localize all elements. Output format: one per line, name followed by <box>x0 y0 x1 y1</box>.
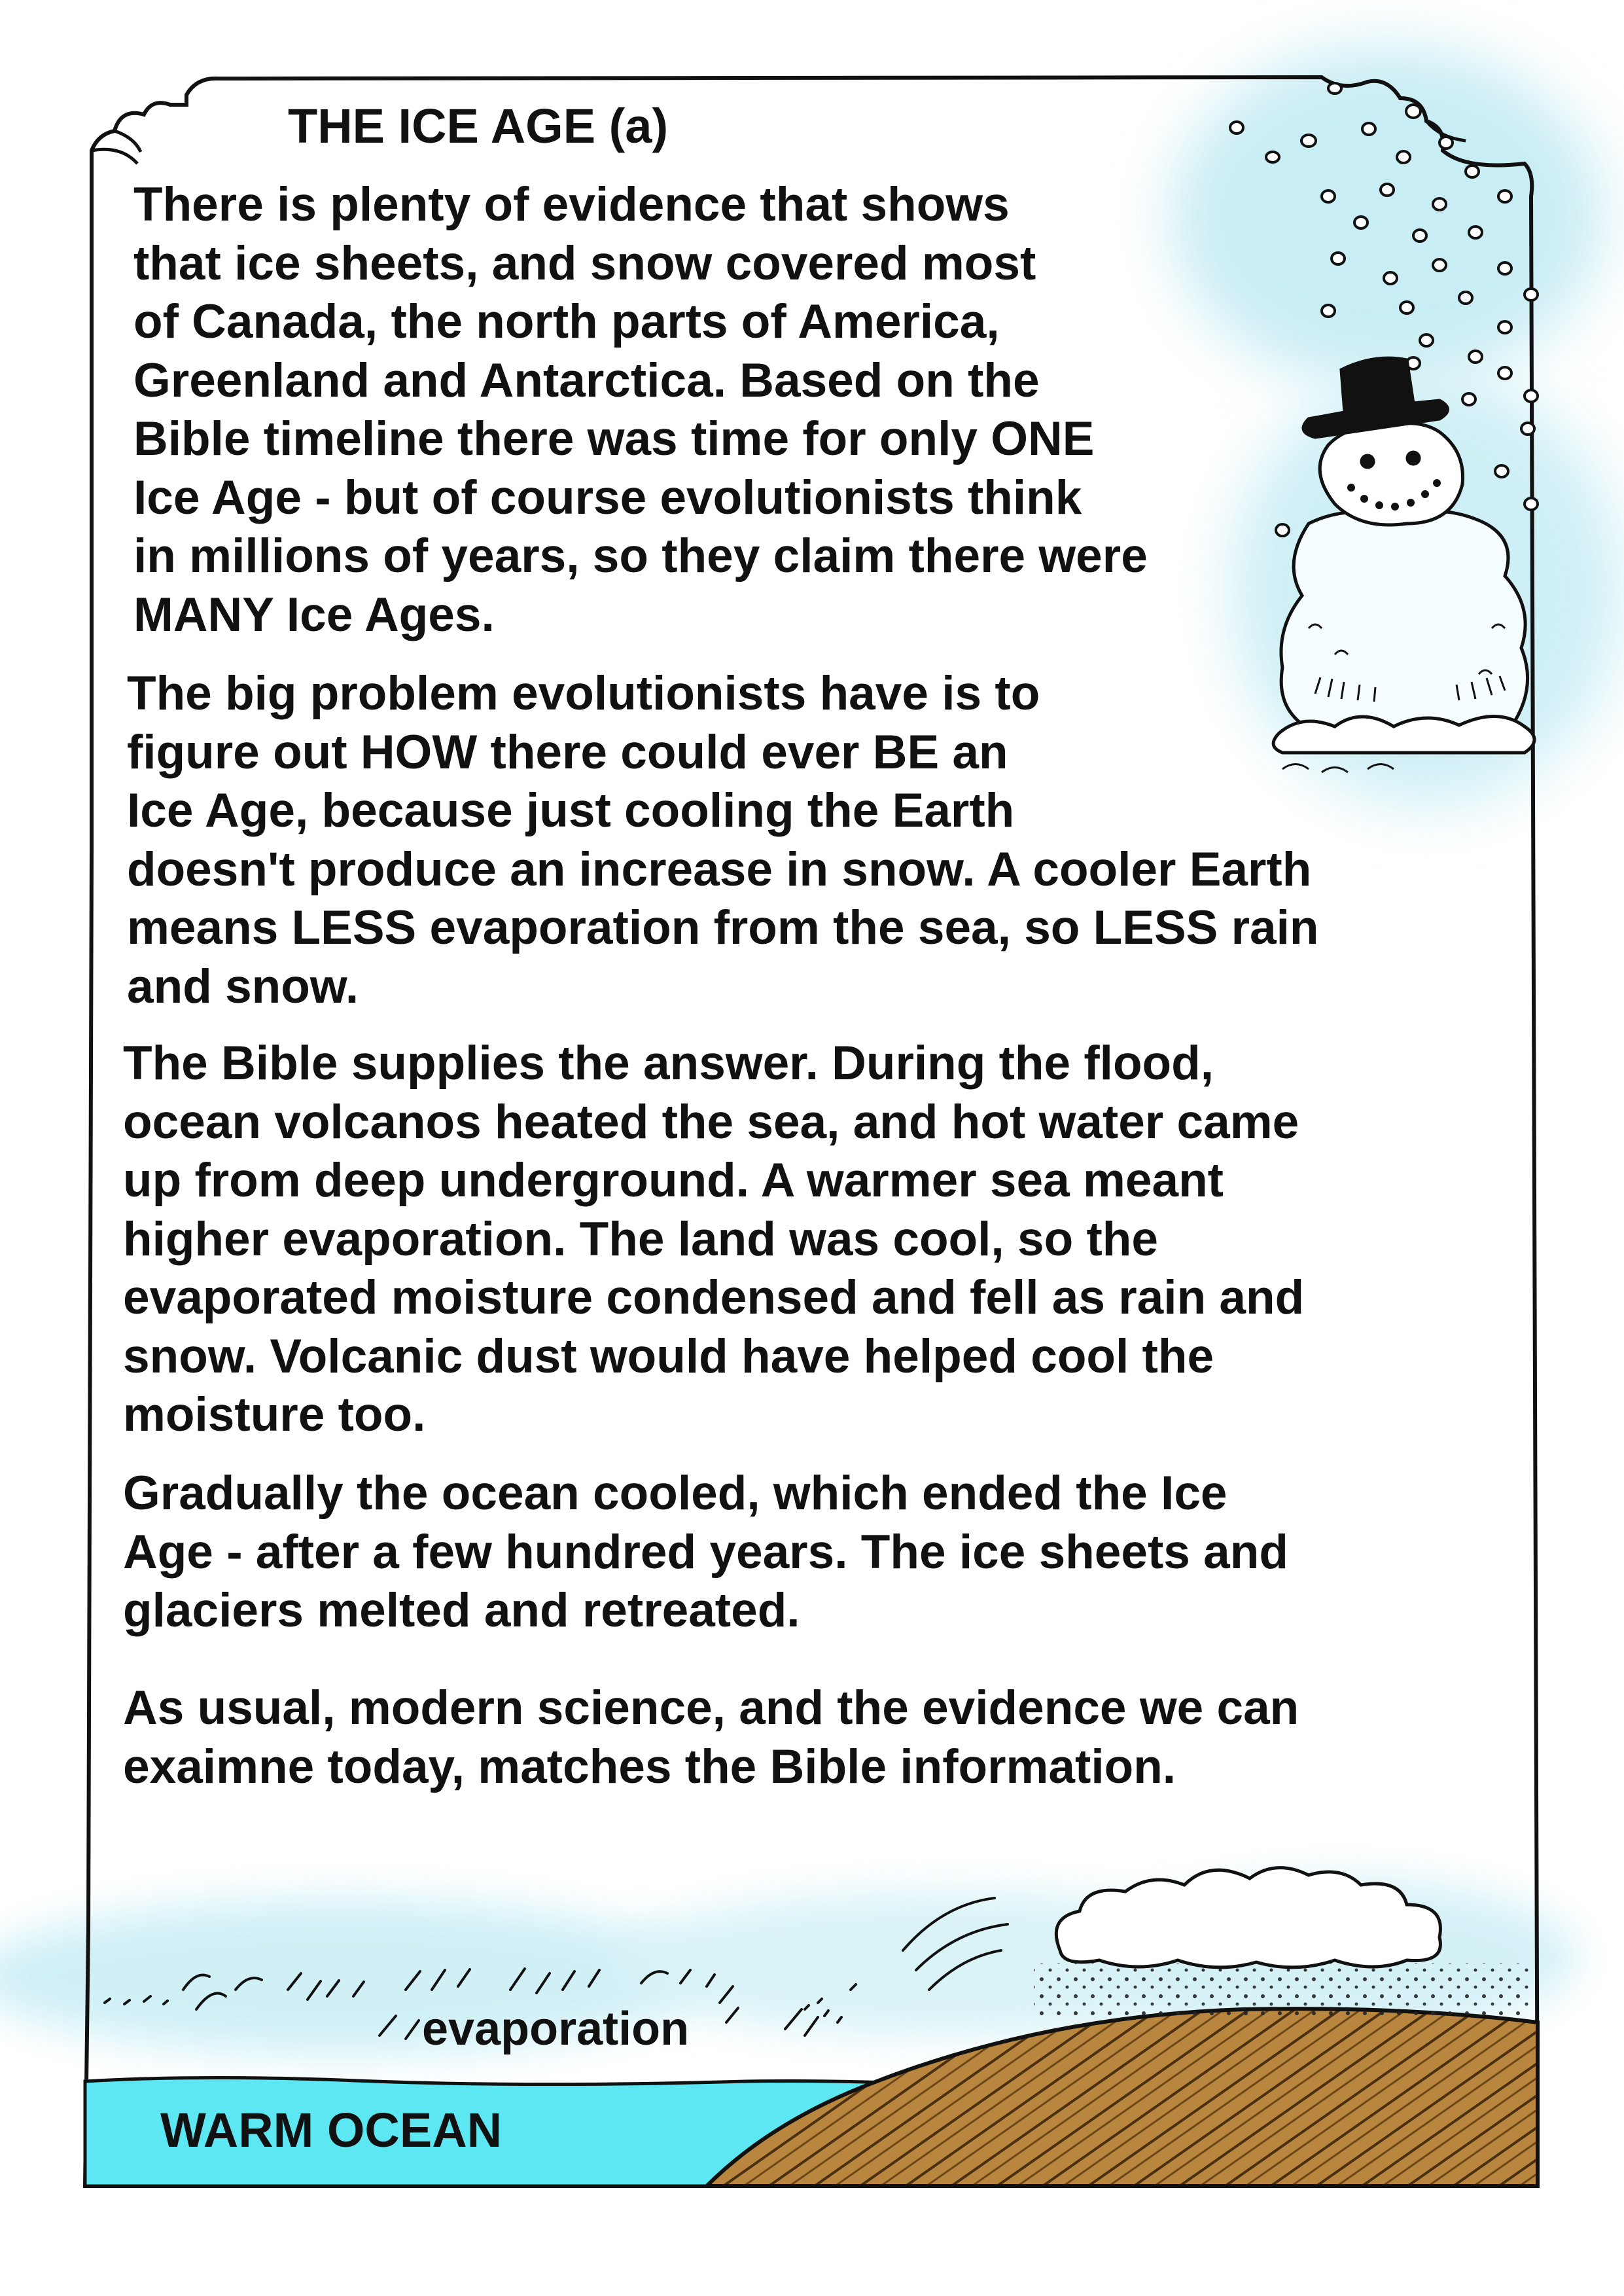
cloud-icon <box>1056 1868 1440 1967</box>
paragraph-evidence: There is plenty of evidence that shows that ice sheets, and snow covered most of Canada, the north parts of America, Greenland and Antarctica. Based on the Bible timeline there was time for only ONE Ice Age - but of course evolutionists think in millions of years, so they claim there were MANY Ice Ages. <box>133 178 1148 641</box>
evaporation-label: evaporation <box>422 2003 690 2055</box>
page-title: THE ICE AGE (a) <box>288 99 669 153</box>
paragraph-cooling: Gradually the ocean cooled, which ended the Ice Age - after a few hundred years. The ice sheets and glaciers melted and retreated. <box>123 1467 1288 1637</box>
paragraph-answer: The Bible supplies the answer. During the flood, ocean volcanos heated the sea, and hot water came up from deep underground. A warmer sea meant higher evaporation. The land was cool, so the evaporated moisture condensed and fell as rain and snow. Volcanic dust would have helped cool the moisture too. <box>123 1037 1305 1441</box>
warm-ocean-label: WARM OCEAN <box>160 2103 503 2157</box>
paragraph-problem: The big problem evolutionists have is to figure out HOW there could ever BE an Ice Age, because just cooling the Earth doesn't produce an increase in snow. A cooler Earth means LESS evaporation from the sea, so LESS rain and snow. <box>127 667 1319 1013</box>
paragraph-conclusion: As usual, modern science, and the evidence we can exaimne today, matches the Bible information. <box>123 1681 1299 1793</box>
